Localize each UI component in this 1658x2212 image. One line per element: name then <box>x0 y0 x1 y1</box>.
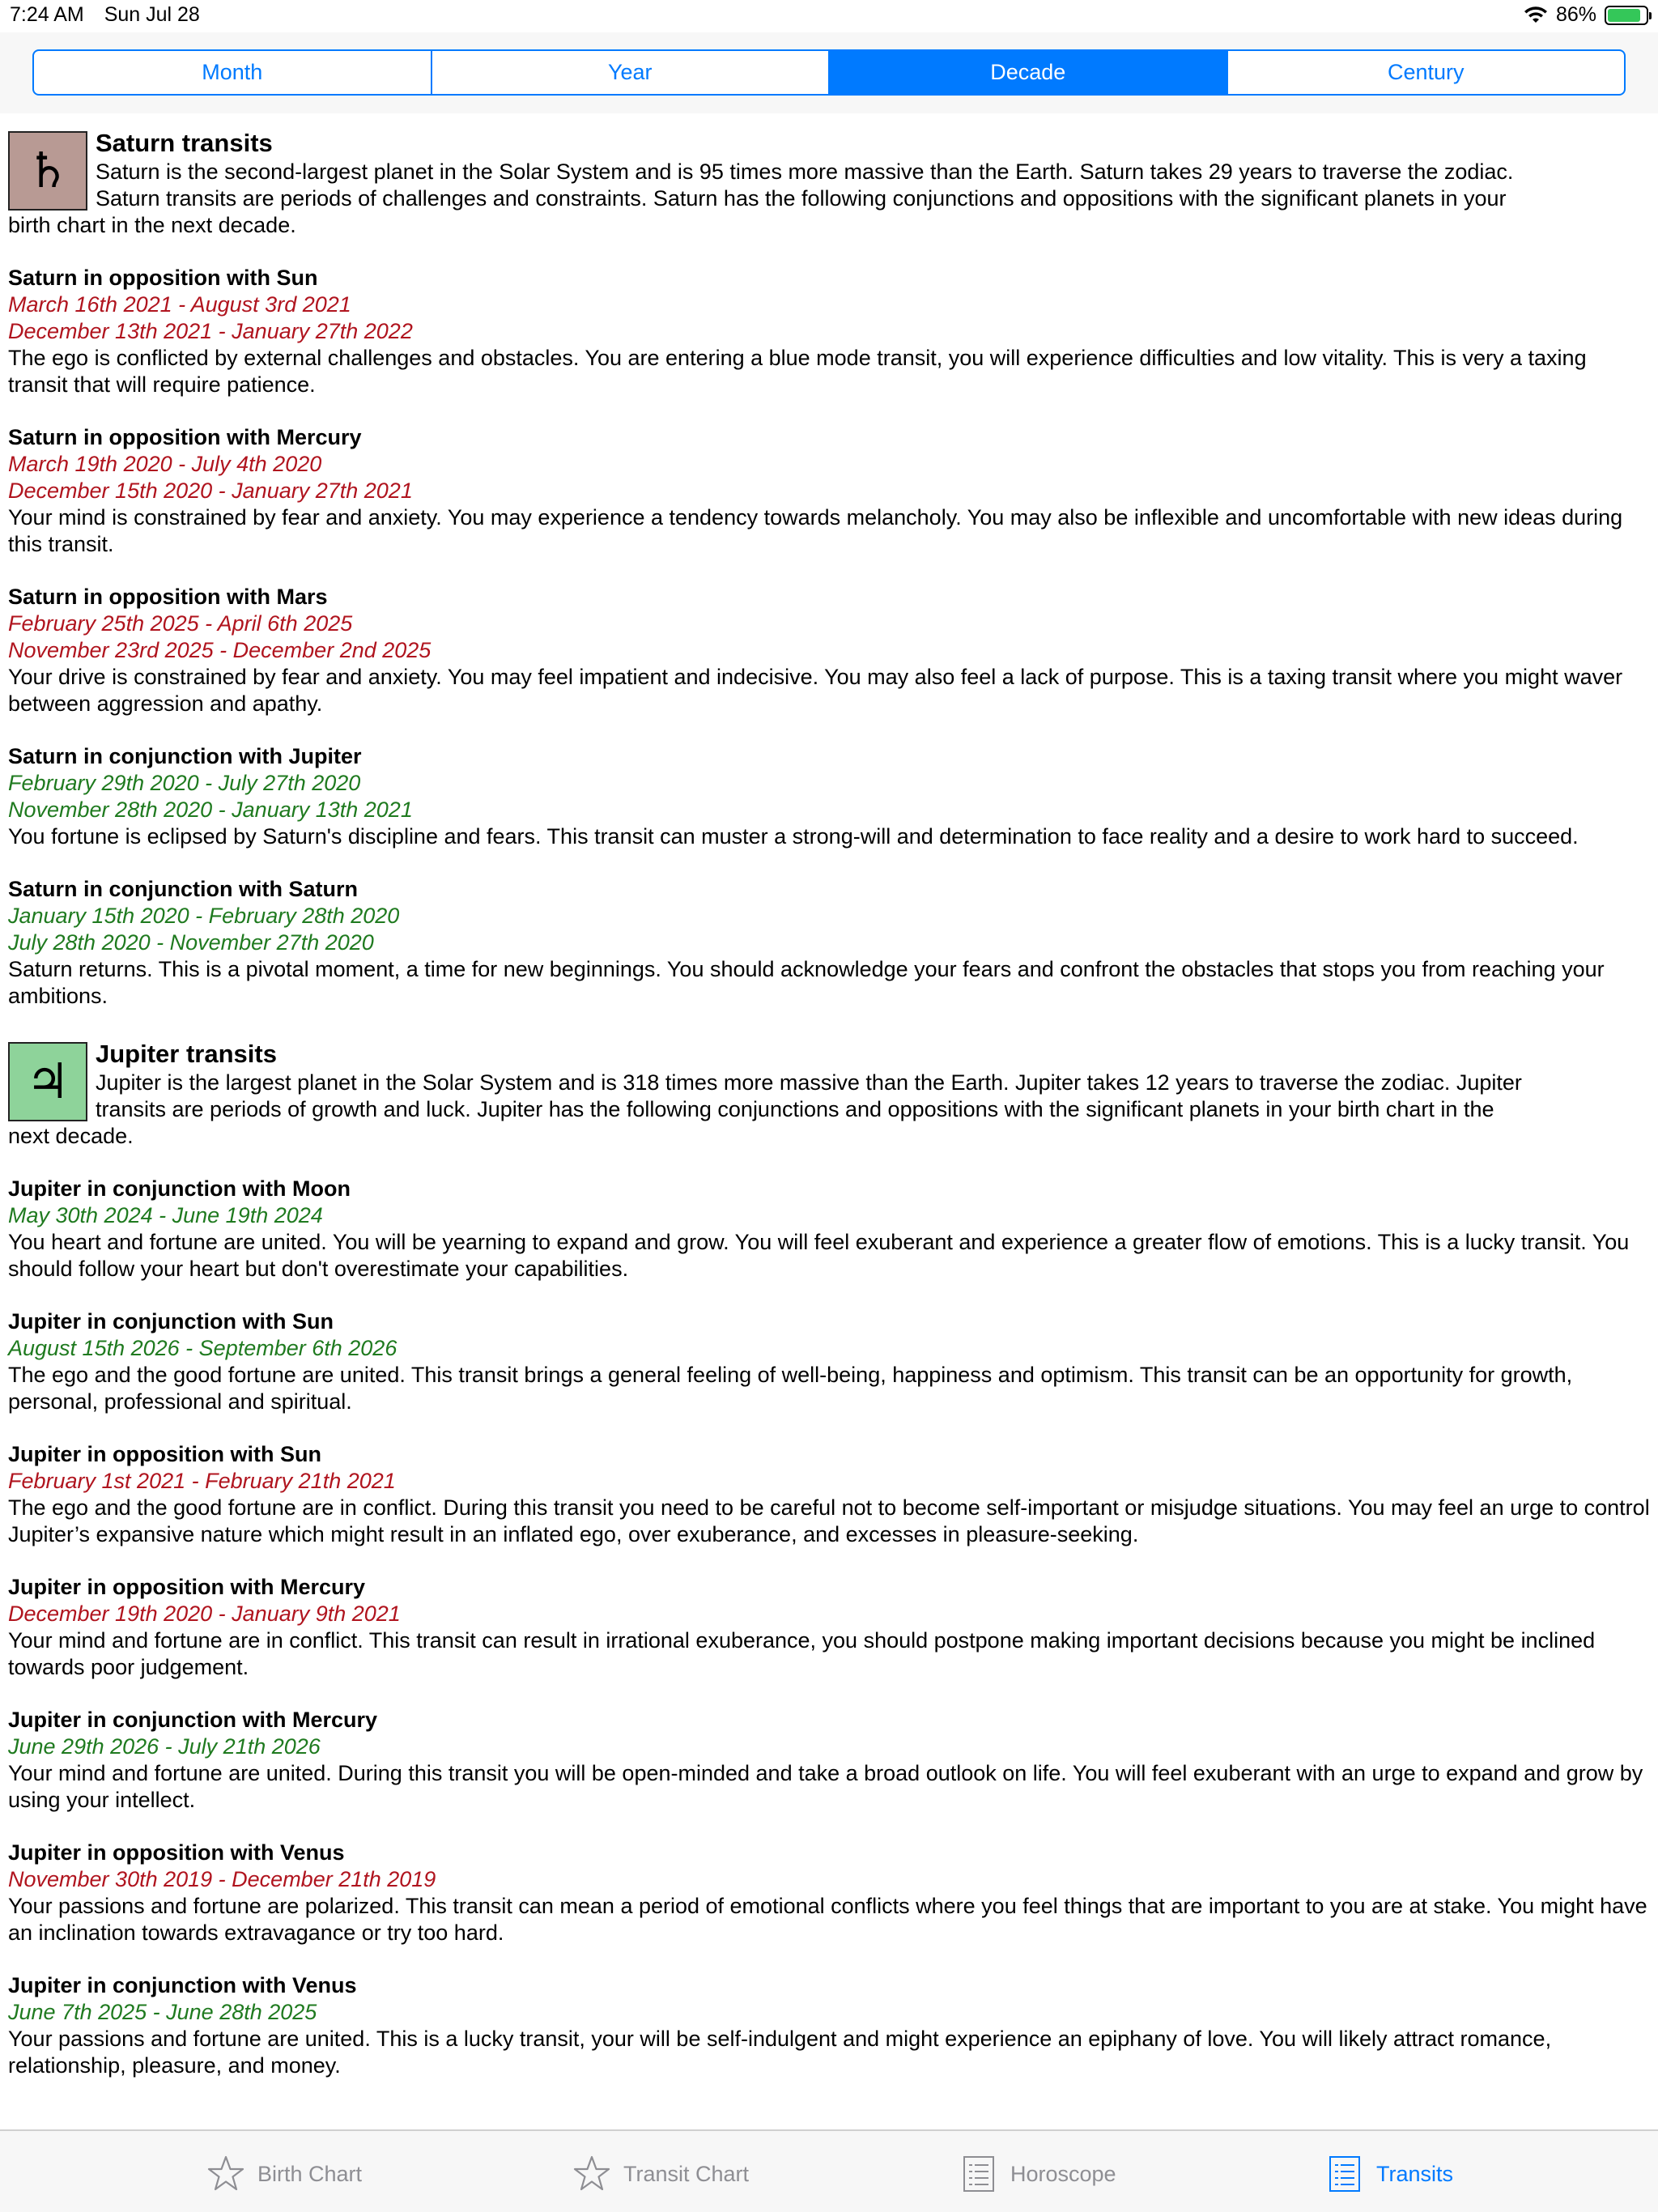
saturn-desc-line2: Saturn transits are periods of challenges and constraints. Saturn has the following conjunctions and oppositions with the significant planets in your <box>96 186 1507 211</box>
transit-entry <box>8 1574 1652 1681</box>
star-icon <box>206 2154 246 2194</box>
entry-date: November 28th 2020 - January 13th 2021 <box>8 798 413 822</box>
entry-title: Saturn in opposition with Mars <box>8 585 328 609</box>
battery-percent: 86% <box>1555 3 1596 26</box>
status-date: Sun Jul 28 <box>104 3 200 26</box>
entry-text: The ego is conflicted by external challenges and obstacles. You are entering a blue mode transit, you will experience difficulties and low vitality. This is very a taxing transit that will require patience. <box>8 346 1587 397</box>
status-time: 7:24 AM <box>10 3 84 26</box>
entry-title: Saturn in opposition with Sun <box>8 266 318 290</box>
entry-text: Saturn returns. This is a pivotal moment, a time for new beginnings. You should acknowledge your fears and confront the obstacles that stops you from reaching your ambitions. <box>8 957 1605 1008</box>
segment-century[interactable]: Century <box>1387 60 1465 84</box>
tab-label: Birth Chart <box>257 2161 363 2186</box>
entry-title: Jupiter in opposition with Sun <box>8 1442 321 1466</box>
entry-title: Jupiter in opposition with Mercury <box>8 1575 366 1599</box>
tab-label: Transits <box>1376 2161 1454 2186</box>
transit-entry <box>8 1840 1652 1946</box>
entry-date: November 23rd 2025 - December 2nd 2025 <box>8 638 432 662</box>
transit-entry <box>8 424 1652 558</box>
segment-month[interactable]: Month <box>34 51 432 94</box>
status-bar <box>0 0 1658 32</box>
entry-title: Jupiter in conjunction with Sun <box>8 1309 334 1334</box>
entry-text: Your passions and fortune are polarized. This transit can mean a period of emotional conflicts where you feel things that are important to you are at stake. You might have an inclination towards extravagance or try too hard. <box>8 1894 1647 1945</box>
list-icon <box>959 2154 999 2194</box>
entry-date: February 1st 2021 - February 21th 2021 <box>8 1469 396 1493</box>
entry-date: January 15th 2020 - February 28th 2020 <box>8 904 400 928</box>
entry-date: June 7th 2025 - June 28th 2025 <box>8 2000 317 2024</box>
tab-bar <box>0 2129 1658 2212</box>
battery-icon <box>1605 6 1648 25</box>
entry-text: Your mind and fortune are in conflict. This transit can result in irrational exuberance, you should postpone making important decisions because you might be inclined towards poor judgement. <box>8 1628 1596 1679</box>
entry-date: March 19th 2020 - July 4th 2020 <box>8 452 322 476</box>
entry-text: You fortune is eclipsed by Saturn's discipline and fears. This transit can muster a strong-will and determination to face reality and a desire to work hard to succeed. <box>8 824 1579 849</box>
transit-entry <box>8 1707 1652 1814</box>
tab-birth-chart[interactable] <box>206 2154 362 2194</box>
entry-date: June 29th 2026 - July 21th 2026 <box>8 1734 321 1759</box>
period-segmented-control <box>32 49 1626 96</box>
wifi-icon <box>1524 6 1548 24</box>
list-icon <box>1324 2154 1365 2194</box>
star-icon <box>572 2154 612 2194</box>
transit-entry <box>8 265 1652 398</box>
entry-text: The ego and the good fortune are united. This transit brings a general feeling of well-being, happiness and optimism. This transit can be an opportunity for growth, personal, professional and spiritual. <box>8 1363 1573 1414</box>
transit-entry <box>8 1972 1652 2079</box>
segment-decade[interactable]: Decade <box>830 51 1228 94</box>
segment-year[interactable]: Year <box>432 51 831 94</box>
entry-text: Your mind is constrained by fear and anxiety. You may experience a tendency towards melancholy. You may also be inflexible and uncomfortable with new ideas during this transit. <box>8 505 1623 556</box>
tab-label: Transit Chart <box>623 2161 750 2186</box>
transit-entry <box>8 1176 1652 1283</box>
saturn-symbol-icon: ♄ <box>8 131 87 211</box>
entry-title: Jupiter in conjunction with Mercury <box>8 1708 378 1732</box>
entry-date: December 13th 2021 - January 27th 2022 <box>8 319 413 343</box>
saturn-desc-line1: Saturn is the second-largest planet in the Solar System and is 95 times more massive than the Earth. Saturn takes 29 years to traverse the zodiac. <box>96 160 1514 184</box>
transit-entry <box>8 1308 1652 1415</box>
entry-date: February 25th 2025 - April 6th 2025 <box>8 611 353 636</box>
transit-entry <box>8 743 1652 850</box>
entry-date: December 15th 2020 - January 27th 2021 <box>8 479 413 503</box>
jupiter-symbol-icon: ♃ <box>8 1042 87 1121</box>
tab-transits[interactable] <box>1324 2154 1453 2194</box>
entry-text: Your drive is constrained by fear and anxiety. You may feel impatient and indecisive. You may also feel a lack of purpose. This is a taxing transit where you might waver between aggression and apathy. <box>8 665 1623 716</box>
entry-title: Jupiter in conjunction with Moon <box>8 1176 351 1201</box>
entry-date: March 16th 2021 - August 3rd 2021 <box>8 292 351 317</box>
entry-date: August 15th 2026 - September 6th 2026 <box>8 1336 397 1360</box>
entry-date: July 28th 2020 - November 27th 2020 <box>8 930 374 955</box>
entry-title: Saturn in conjunction with Jupiter <box>8 744 362 768</box>
entry-text: The ego and the good fortune are in conflict. During this transit you need to be careful not to become self-important or misjudge situations. You may feel an urge to control Jupiter’s expansive nature which might result in an inflated ego, over exuberance, and excesses in pleasure-seeking. <box>8 1495 1650 1546</box>
jupiter-desc-rest: next decade. <box>8 1124 134 1148</box>
entry-title: Saturn in opposition with Mercury <box>8 425 362 449</box>
saturn-desc-rest: birth chart in the next decade. <box>8 213 296 237</box>
entry-text: Your mind and fortune are united. During this transit you will be open-minded and take a broad outlook on life. You will feel exuberant with an urge to expand and grow by using your intellect. <box>8 1761 1643 1812</box>
tab-transit-chart[interactable] <box>572 2154 749 2194</box>
entry-title: Jupiter in opposition with Venus <box>8 1840 345 1865</box>
tab-horoscope[interactable] <box>959 2154 1116 2194</box>
saturn-title: Saturn transits <box>96 129 273 157</box>
transits-content <box>8 128 1652 2079</box>
entry-title: Jupiter in conjunction with Venus <box>8 1973 357 1997</box>
entry-text: Your passions and fortune are united. This is a lucky transit, your will be self-indulgent and might experience an epiphany of love. You will likely attract romance, relationship, pleasure, and money. <box>8 2027 1552 2078</box>
jupiter-desc-line1: Jupiter is the largest planet in the Solar System and is 318 times more massive than the Earth. Jupiter takes 12 years to traverse the zodiac. Jupiter <box>96 1070 1522 1095</box>
jupiter-title: Jupiter transits <box>96 1040 277 1068</box>
entry-date: May 30th 2024 - June 19th 2024 <box>8 1203 323 1227</box>
saturn-group <box>8 128 1652 1010</box>
transit-entry <box>8 584 1652 717</box>
status-right <box>1524 3 1648 27</box>
battery-level <box>1608 9 1640 22</box>
transit-entry <box>8 1441 1652 1548</box>
entry-text: You heart and fortune are united. You will be yearning to expand and grow. You will feel exuberant and experience a greater flow of emotions. This is a lucky transit. You should follow your heart but don't overestimate your capabilities. <box>8 1230 1630 1281</box>
jupiter-desc-line2: transits are periods of growth and luck. Jupiter has the following conjunctions and oppositions with the significant planets in your birth chart in the <box>96 1097 1494 1121</box>
entry-date: November 30th 2019 - December 21th 2019 <box>8 1867 436 1891</box>
transit-entry <box>8 876 1652 1010</box>
entry-date: December 19th 2020 - January 9th 2021 <box>8 1602 401 1626</box>
jupiter-group <box>8 1039 1652 2079</box>
entry-date: February 29th 2020 - July 27th 2020 <box>8 771 361 795</box>
status-left <box>10 3 215 27</box>
tab-label: Horoscope <box>1010 2161 1116 2186</box>
segment-bar <box>0 32 1658 113</box>
entry-title: Saturn in conjunction with Saturn <box>8 877 358 901</box>
saturn-header <box>8 128 1652 239</box>
jupiter-header <box>8 1039 1652 1150</box>
